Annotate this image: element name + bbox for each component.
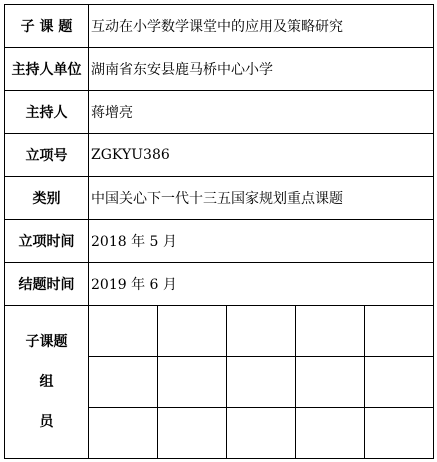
members-label (5, 306, 89, 459)
label-project-number: 立项号 (5, 134, 89, 177)
members-row-1 (5, 306, 434, 357)
member-cell (365, 408, 434, 459)
member-cell (365, 357, 434, 408)
label-host: 主持人 (5, 91, 89, 134)
value-end-date: 2019 年 6 月 (89, 263, 434, 306)
label-category: 类别 (5, 177, 89, 220)
value-category: 中国关心下一代十三五国家规划重点课题 (89, 177, 434, 220)
member-cell (296, 306, 365, 357)
row-end-date (5, 263, 434, 306)
value-host: 蒋增亮 (89, 91, 434, 134)
row-project-number (5, 134, 434, 177)
row-subtopic (5, 5, 434, 48)
label-host-unit: 主持人单位 (5, 48, 89, 91)
label-end-date: 结题时间 (5, 263, 89, 306)
member-cell (227, 357, 296, 408)
members-label-line2: 组员 (39, 374, 74, 430)
members-label-line1: 子课题 (25, 334, 68, 350)
label-subtopic: 子 课 题 (5, 5, 89, 48)
member-cell (296, 357, 365, 408)
row-host-unit (5, 48, 434, 91)
member-cell (296, 408, 365, 459)
member-cell (89, 408, 158, 459)
member-cell (89, 306, 158, 357)
value-project-number: ZGKYU386 (89, 134, 434, 177)
value-subtopic: 互动在小学数学课堂中的应用及策略研究 (89, 5, 434, 48)
member-cell (365, 306, 434, 357)
member-cell (158, 357, 227, 408)
row-start-date (5, 220, 434, 263)
member-cell (227, 306, 296, 357)
row-category (5, 177, 434, 220)
label-start-date: 立项时间 (5, 220, 89, 263)
value-start-date: 2018 年 5 月 (89, 220, 434, 263)
project-info-table (4, 4, 434, 459)
row-host (5, 91, 434, 134)
value-host-unit: 湖南省东安县鹿马桥中心小学 (89, 48, 434, 91)
member-cell (158, 408, 227, 459)
member-cell (227, 408, 296, 459)
member-cell (89, 357, 158, 408)
member-cell (158, 306, 227, 357)
